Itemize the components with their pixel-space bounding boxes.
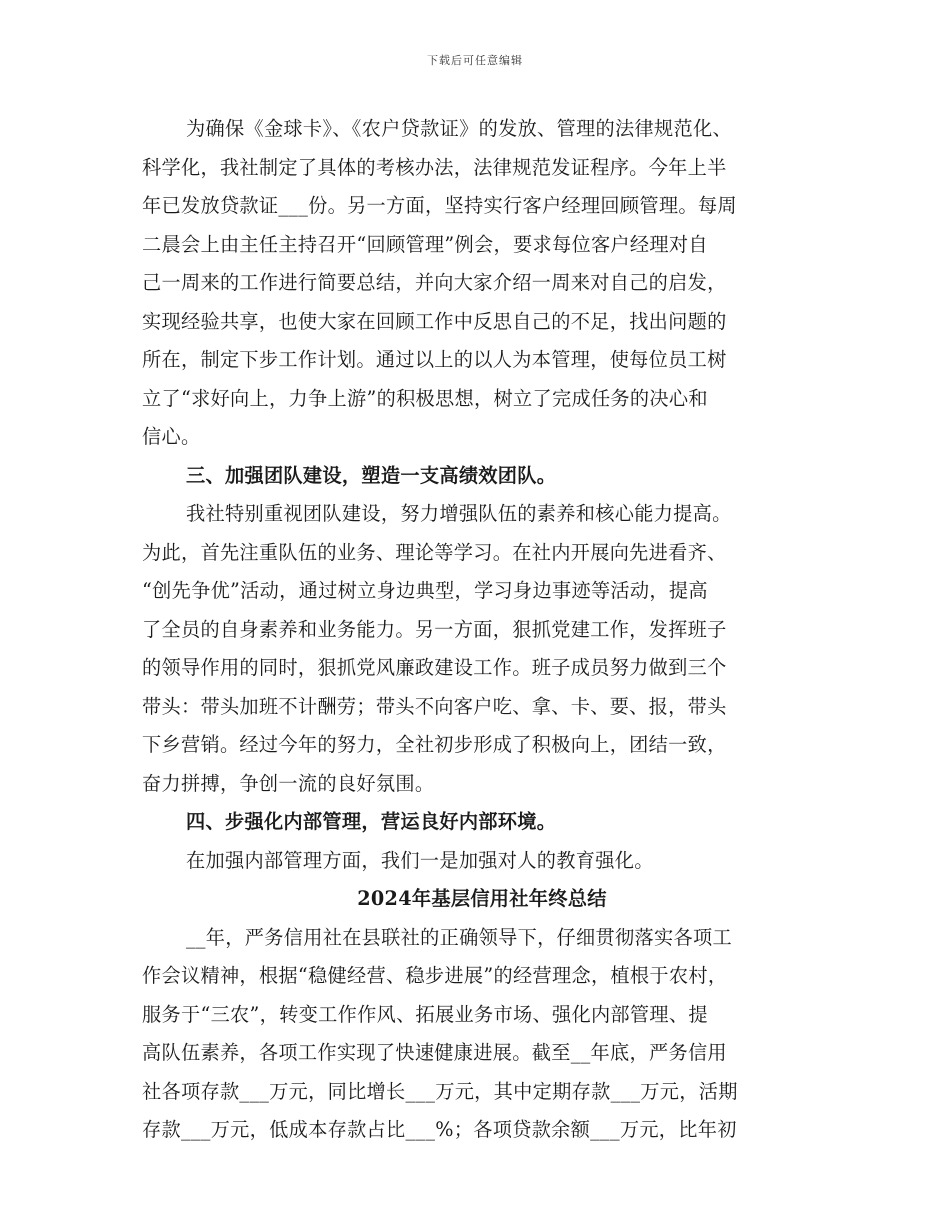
text-line: 立了“求好向上，力争上游”的积极思想，树立了完成任务的决心和 [142, 386, 708, 410]
text-line: 带头：带头加班不计酬劳；带头不向客户吃、拿、卡、要、报，带头 [142, 694, 727, 718]
text-line: 存款___万元，低成本存款占比___%；各项贷款余额___万元，比年初 [142, 1118, 737, 1141]
text-line: “创先争优”活动，通过树立身边典型，学习身边事迹等活动，提高 [142, 579, 708, 602]
text-line: 社各项存款___万元，同比增长___万元，其中定期存款___万元，活期 [142, 1079, 738, 1103]
text-line: 年已发放贷款证___份。另一方面，坚持实行客户经理回顾管理。每周 [142, 194, 737, 217]
text-line: 服务于“三农”，转变工作作风、拓展业务市场、强化内部管理、提 [142, 1002, 708, 1026]
section-heading: 三、加强团队建设，塑造一支高绩效团队。 [186, 463, 557, 487]
text-line: 信心。 [142, 425, 201, 448]
text-line: 我社特别重视团队建设，努力增强队伍的素养和核心能力提高。 [186, 502, 732, 525]
text-line: 实现经验共享，也使大家在回顾工作中反思自己的不足，找出问题的 [142, 309, 727, 333]
document-body [142, 110, 822, 1150]
text-line: 的领导作用的同时，狠抓党风廉政建设工作。班子成员努力做到三个 [142, 656, 727, 679]
text-line: 为确保《金球卡》、《农户贷款证》的发放、管理的法律规范化、 [186, 117, 732, 140]
text-line: 在加强内部管理方面，我们一是加强对人的教育强化。 [186, 848, 654, 872]
text-line: __年，严务信用社在县联社的正确领导下，仔细贯彻落实各项工 [186, 925, 732, 949]
text-line: 为此，首先注重队伍的业务、理论等学习。在社内开展向先进看齐、 [142, 540, 727, 564]
text-line: 科学化，我社制定了具体的考核办法，法律规范发证程序。今年上半 [142, 155, 727, 179]
text-line: 奋力拼搏，争创一流的良好氛围。 [142, 771, 435, 795]
text-line: 二晨会上由主任主持召开“回顾管理”例会，要求每位客户经理对自 [142, 232, 708, 256]
section-heading: 四、步强化内部管理，营运良好内部环境。 [186, 810, 557, 833]
text-line: 了全员的自身素养和业务能力。另一方面，狠抓党建工作，发挥班子 [142, 617, 727, 641]
document-title: 2024年基层信用社年终总结 [357, 887, 607, 910]
text-line: 作会议精神，根据“稳健经营、稳步进展”的经营理念，植根于农村， [142, 964, 728, 987]
page-header: 下载后可任意编辑 [427, 54, 523, 67]
text-line: 高队伍素养，各项工作实现了快速健康进展。截至__年底，严务信用 [142, 1041, 727, 1064]
text-line: 己一周来的工作进行简要总结，并向大家介绍一周来对自己的启发， [142, 271, 727, 294]
text-line: 所在，制定下步工作计划。通过以上的以人为本管理，使每位员工树 [142, 348, 727, 371]
text-line: 下乡营销。经过今年的努力，全社初步形成了积极向上，团结一致， [142, 733, 727, 756]
